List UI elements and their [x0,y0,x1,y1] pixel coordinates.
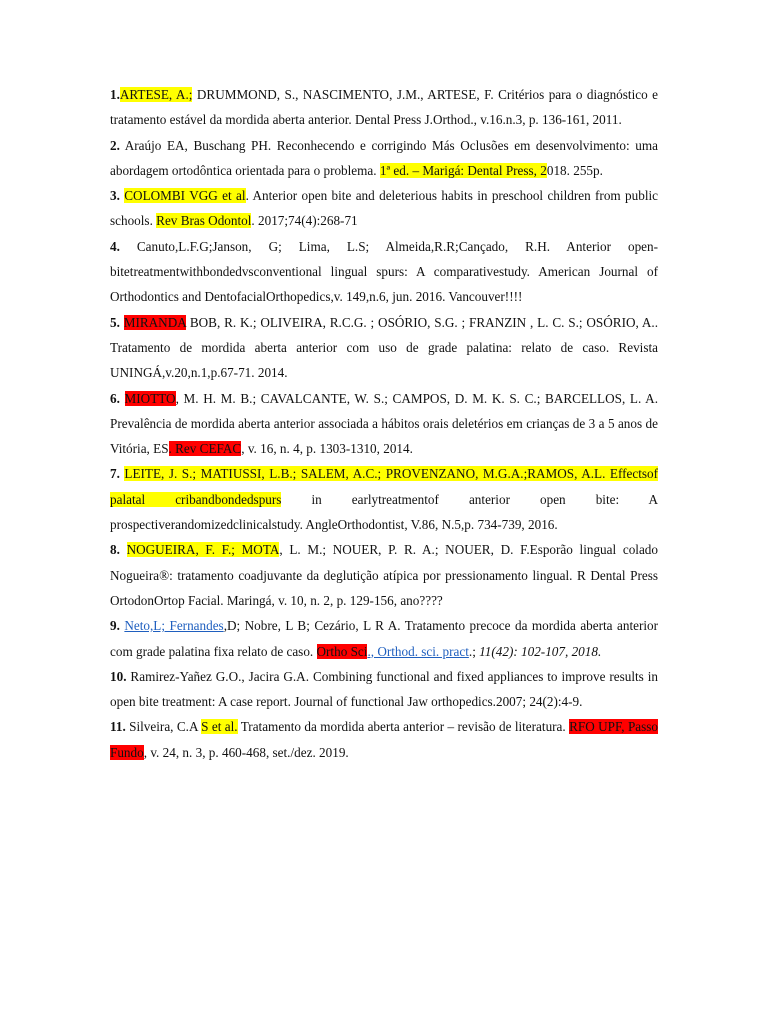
highlighted-text-yellow: Rev Bras Odontol [156,213,252,229]
reference-number: 9. [110,618,120,634]
reference-item [110,386,658,462]
reference-number: 6. [110,390,120,406]
reference-text: .; [468,643,476,659]
reference-text [120,542,127,557]
reference-number: 1. [110,87,120,102]
reference-number: 11. [110,719,126,735]
reference-item [110,461,658,537]
reference-text [120,391,125,406]
reference-text: Araújo EA, Buschang PH. Reconhecendo e corrigindo Más Oclusões em desenvolvimento: uma abordagem ortodôntica orientada para o problema. [110,137,658,178]
reference-item [110,714,658,765]
reference-number: 5. [110,314,120,330]
reference-text: BOB, R. K.; OLIVEIRA, R.C.G. ; OSÓRIO, S.G. ; FRANZIN , L. C. S.; OSÓRIO, A.. Tratamento de mordida aberta anterior com uso de grade palatina: relato de caso. Revista UNINGÁ,v.20,n.1,p.67-71. 2014. [110,314,659,381]
reference-link[interactable]: ., Orthod. sci. pract [367,643,469,659]
highlighted-text-yellow: 1ª ed. – Marigá: Dental Press, 2 [379,162,547,178]
reference-text: ,D; Nobre, L B; Cezário, L R A. Tratamento precoce da mordida aberta anterior com grade palatina fixa relato de caso. [110,618,659,659]
reference-text: Silveira, C.A [125,719,202,735]
reference-link[interactable]: Neto,L; Fernandes [124,618,224,634]
highlighted-text-red: Ortho Sci [316,643,368,659]
reference-text: . 2017;74(4):268-71 [251,213,358,229]
reference-number: 3. [110,188,120,204]
highlighted-text-yellow: LEITE, J. S.; MATIUSSI, L.B.; SALEM, A.C.; PROVENZANO, M.G.A.;RAMOS, A.L. Effectsof palatal cribandbondedspurs [110,466,658,507]
highlighted-text-red: MIOTTO [124,390,176,406]
reference-number: 2. [110,137,120,153]
reference-text: , v. 24, n. 3, p. 460-468, set./dez. 2019. [143,744,349,760]
reference-text: , M. H. M. B.; CAVALCANTE, W. S.; CAMPOS, D. M. K. S. C.; BARCELLOS, L. A. Prevalência de mordida aberta anterior associada a hábitos orais deletérios em crianças de 3 a 5 anos de Vitória, ES [110,390,659,457]
reference-item [110,613,658,664]
highlighted-text-red: RFO UPF, Passo Fundo [110,719,658,760]
highlighted-text-yellow: COLOMBI VGG et al [124,188,246,204]
highlighted-text-red: . Rev CEFAC [168,441,242,457]
highlighted-text-red: MIRANDA [123,314,187,330]
reference-item [110,234,658,310]
reference-item [110,664,658,715]
highlighted-text-yellow: NOGUEIRA, F. F.; MOTA [126,542,280,558]
italic-text: 11(42): 102-107, 2018. [475,643,602,659]
reference-item [110,133,658,184]
reference-number: 8. [110,542,120,558]
reference-number: 10. [110,668,127,684]
reference-text: , v. 16, n. 4, p. 1303-1310, 2014. [241,441,413,457]
reference-text: Tratamento da mordida aberta anterior – revisão de literatura. [237,719,570,735]
reference-item [110,537,658,613]
reference-number: 7. [110,466,120,482]
highlighted-text-yellow: S et al. [201,719,238,735]
reference-text: . Anterior open bite and deleterious habits in preschool children from public schools. [110,188,659,229]
reference-item [110,82,658,133]
highlighted-text-yellow: ARTESE, A.; [119,87,193,102]
reference-text: Canuto,L.F.G;Janson, G; Lima, L.S; Almeida,R.R;Cançado, R.H. Anterior open-bitetreatmentwithbondedvsconventional lingual spurs: A comparativestudy. American Journal of Orthodontics and DentofacialOrthopedics,v. 149,n.6, jun. 2016. Vancouver!!!! [110,238,658,305]
reference-text: in earlytreatmentof anterior open bite: A prospectiverandomizedclinicalstudy. AngleOrthodontist, V.86, N.5,p. 734-739, 2016. [110,491,658,533]
reference-text: Ramirez-Yañez G.O., Jacira G.A. Combining functional and fixed appliances to improve results in open bite treatment: A case report. Journal of functional Jaw orthopedics.2007; 24(2):4-9. [110,668,658,710]
reference-item [110,310,658,386]
reference-list [110,82,658,765]
reference-text: DRUMMOND, S., NASCIMENTO, J.M., ARTESE, F. Critérios para o diagnóstico e tratamento estável da mordida aberta anterior. Dental Press J.Orthod., v.16.n.3, p. 136-161, 2011. [110,87,658,128]
reference-number: 4. [110,238,120,254]
reference-text: 018. 255p. [546,162,603,178]
reference-text: , L. M.; NOUER, P. R. A.; NOUER, D. F.Esporão lingual colado Nogueira®: tratamento coadjuvante da deglutição atípica por pressionamento lingual. R Dental Press OrtodonOrtop Facial. Maringá, v. 10, n. 2, p. 129-156, ano???? [110,542,658,608]
reference-item [110,183,658,234]
